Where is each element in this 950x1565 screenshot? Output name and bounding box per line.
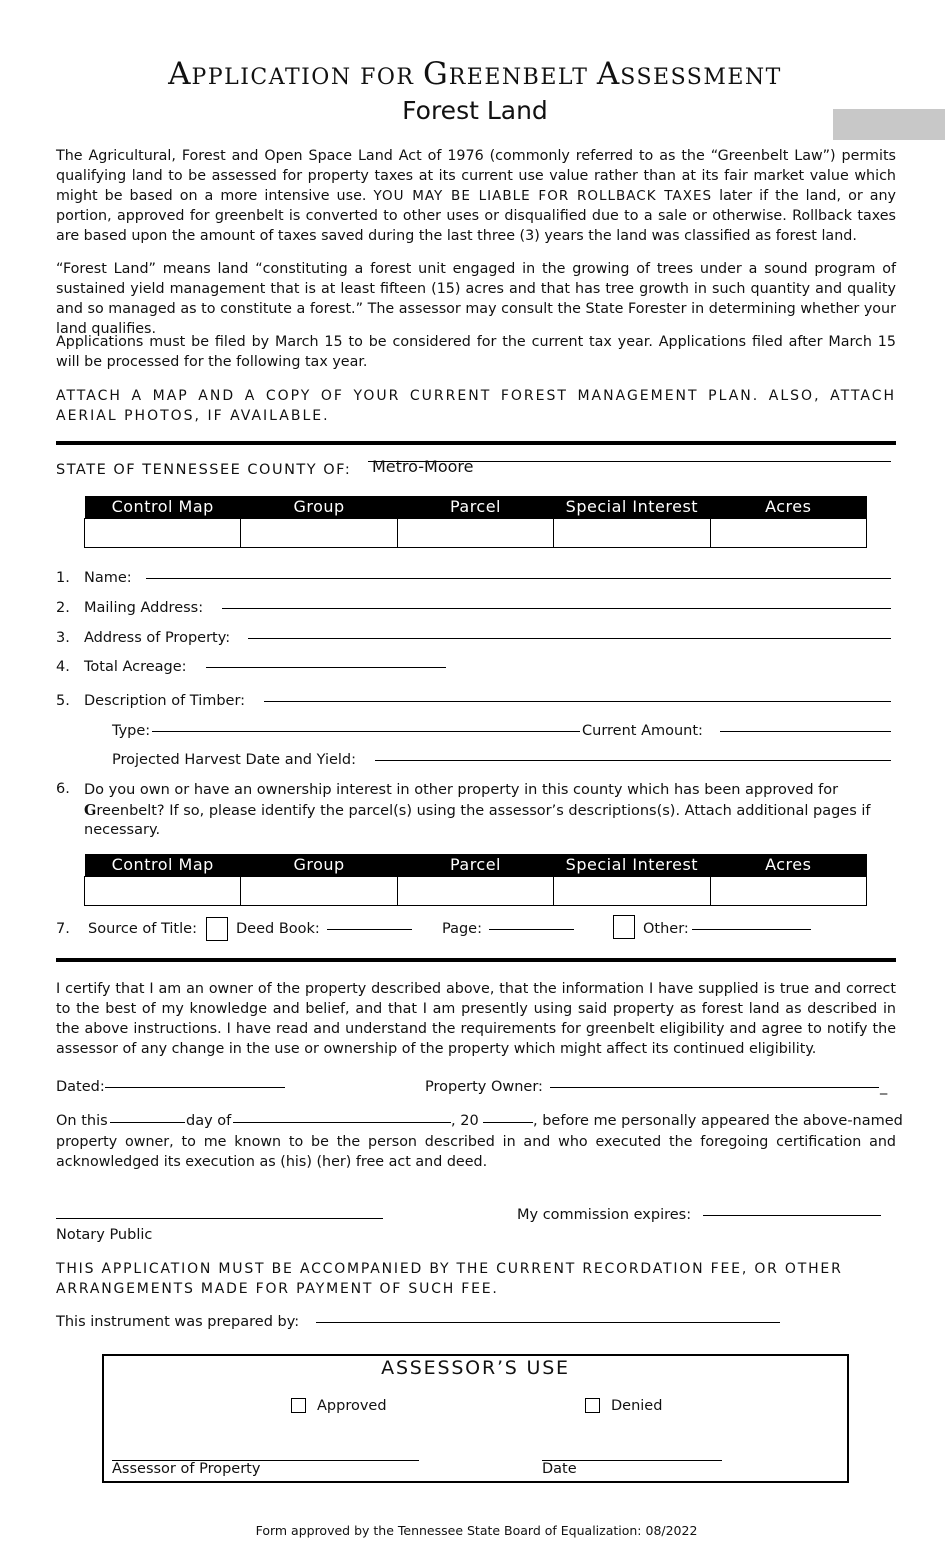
other-parcel-table [84,854,867,906]
month-field[interactable] [233,1122,451,1123]
special-interest-cell[interactable] [554,518,710,547]
page-label: Page: [442,921,482,937]
property-owner-field[interactable] [550,1087,879,1088]
deed-book-field[interactable] [327,929,412,930]
col-parcel: Parcel [397,496,553,518]
col-special-interest: Special Interest [554,496,710,518]
acres-cell[interactable] [710,518,866,547]
assessor-of-property-label: Assessor of Property [112,1461,261,1477]
control-map-cell[interactable] [85,876,241,905]
prepared-by-field[interactable] [316,1322,780,1323]
parcel-cell[interactable] [397,518,553,547]
assessor-use-title: ASSESSOR’S USE [381,1357,570,1379]
group-cell[interactable] [241,518,397,547]
deed-book-checkbox[interactable] [206,917,228,941]
section-divider [56,441,896,445]
parcel-table-header [85,854,867,876]
other-field[interactable] [692,929,811,930]
denied-label: Denied [611,1398,663,1414]
special-interest-cell[interactable] [554,876,710,905]
total-acreage-label: Total Acreage: [84,659,187,675]
fee-notice: THIS APPLICATION MUST BE ACCOMPANIED BY THE CURRENT RECORDATION FEE, OR OTHER ARRANGEMENTS MADE FOR PAYMENT OF SUCH FEE. [56,1261,843,1297]
gray-tab-marker [833,109,945,140]
current-amount-label: Current Amount: [582,723,703,739]
notary-public-label: Notary Public [56,1227,153,1243]
other-property-question: Do you own or have an ownership interest in other property in this county which has been approved for Greenbelt? If so, please identify the parcel(s) using the assessor’s descriptions(s). Attach additional pages if necessary. [84,782,871,838]
table-row [85,518,867,547]
col-control-map: Control Map [85,496,241,518]
approved-checkbox[interactable] [291,1398,306,1413]
col-group: Group [241,496,397,518]
current-amount-field[interactable] [720,731,891,732]
name-field[interactable] [146,578,891,579]
item-number: 7. [56,921,70,937]
item-number: 6. [56,781,70,797]
date-label: Date [542,1461,577,1477]
intro-paragraph-3: Applications must be filed by March 15 to be considered for the current tax year. Applications filed after March 15 will be processed for the following tax year. [56,334,896,370]
dated-field[interactable] [105,1087,285,1088]
form-title: APPLICATION FOR GREENBELT ASSESSMENT [168,56,782,92]
name-label: Name: [84,570,132,586]
form-footer: Form approved by the Tennessee State Board of Equalization: 08/2022 [255,1523,698,1538]
day-field[interactable] [110,1122,185,1123]
col-parcel: Parcel [397,854,553,876]
timber-description-field[interactable] [264,701,891,702]
mailing-address-label: Mailing Address: [84,600,204,616]
approved-label: Approved [317,1398,387,1414]
property-address-label: Address of Property: [84,630,231,646]
acres-cell[interactable] [710,876,866,905]
notary-text-1: , before me personally appeared the above-named [533,1113,903,1129]
notary-signature-field[interactable] [56,1218,383,1219]
col-acres: Acres [710,854,866,876]
form-subtitle: Forest Land [402,96,548,125]
col-group: Group [241,854,397,876]
year-field[interactable] [483,1122,533,1123]
mailing-address-field[interactable] [222,608,891,609]
parcel-table-header [85,496,867,518]
intro-paragraph-2: “Forest Land” means land “constituting a forest unit engaged in the growing of trees under a sound program of sustained yield management that is at least fifteen (15) acres and that has tree growth in such quantity and quality and so managed as to constitute a forest.” The assessor may consult the State Forester in determining whether your land qualifies. [56,261,896,337]
group-cell[interactable] [241,876,397,905]
timber-type-field[interactable] [152,731,580,732]
certification-text: I certify that I am an owner of the property described above, that the information I have supplied is true and correct to the best of my knowledge and belief, and that I am presently using said property as forest land as described in the above instructions. I have read and understand the requirements for greenbelt eligibility and agree to notify the assessor of any change in the use or ownership of the property which might affect its continued eligibility. [56,981,896,1057]
table-row [85,876,867,905]
deed-book-label: Deed Book: [236,921,320,937]
prepared-by-label: This instrument was prepared by: [56,1314,300,1330]
timber-type-label: Type: [112,723,151,739]
col-control-map: Control Map [85,854,241,876]
section-divider [56,958,896,962]
county-value[interactable]: Metro-Moore [372,457,474,476]
control-map-cell[interactable] [85,518,241,547]
col-special-interest: Special Interest [554,854,710,876]
item-number: 1. [56,570,70,586]
property-address-field[interactable] [248,638,891,639]
other-checkbox[interactable] [613,915,635,939]
source-of-title-label: Source of Title: [88,921,197,937]
harvest-label: Projected Harvest Date and Yield: [112,752,357,768]
dated-label: Dated: [56,1079,105,1095]
col-acres: Acres [710,496,866,518]
commission-expires-label: My commission expires: [517,1207,692,1223]
county-label: STATE OF TENNESSEE COUNTY OF: [56,462,352,478]
harvest-field[interactable] [375,760,891,761]
property-owner-tail: _ [880,1079,888,1095]
parcel-table [84,496,867,548]
page-field[interactable] [489,929,574,930]
timber-description-label: Description of Timber: [84,693,246,709]
attach-notice: ATTACH A MAP AND A COPY OF YOUR CURRENT FOREST MANAGEMENT PLAN. ALSO, ATTACH AERIAL PHOTOS, IF AVAILABLE. [56,388,896,424]
day-of-label: day of [186,1113,232,1129]
on-this-label: On this [56,1113,108,1129]
parcel-cell[interactable] [397,876,553,905]
year-prefix: , 20 [451,1113,479,1129]
notary-text-2: property owner, to me known to be the person described in and who executed the foregoing certification and acknowledged its execution as (his) (her) free act and deed. [56,1134,896,1170]
property-owner-label: Property Owner: [425,1079,543,1095]
denied-checkbox[interactable] [585,1398,600,1413]
item-number: 4. [56,659,70,675]
commission-expires-field[interactable] [703,1215,881,1216]
other-label: Other: [643,921,689,937]
total-acreage-field[interactable] [206,667,446,668]
intro-paragraph-1: The Agricultural, Forest and Open Space Land Act of 1976 (commonly referred to as the “Greenbelt Law”) permits qualifying land to be assessed for property taxes at its current use value rather than at its fair market value which might be based on a more intensive use. YOU MAY BE LIABLE FOR ROLLBACK TAXES later if the land, or any portion, approved for greenbelt is converted to other uses or disqualified due to a sale or otherwise. Rollback taxes are based upon the amount of taxes saved during the last three (3) years the land was classified as forest land. [56,148,896,244]
item-number: 2. [56,600,70,616]
item-number: 5. [56,693,70,709]
item-number: 3. [56,630,70,646]
